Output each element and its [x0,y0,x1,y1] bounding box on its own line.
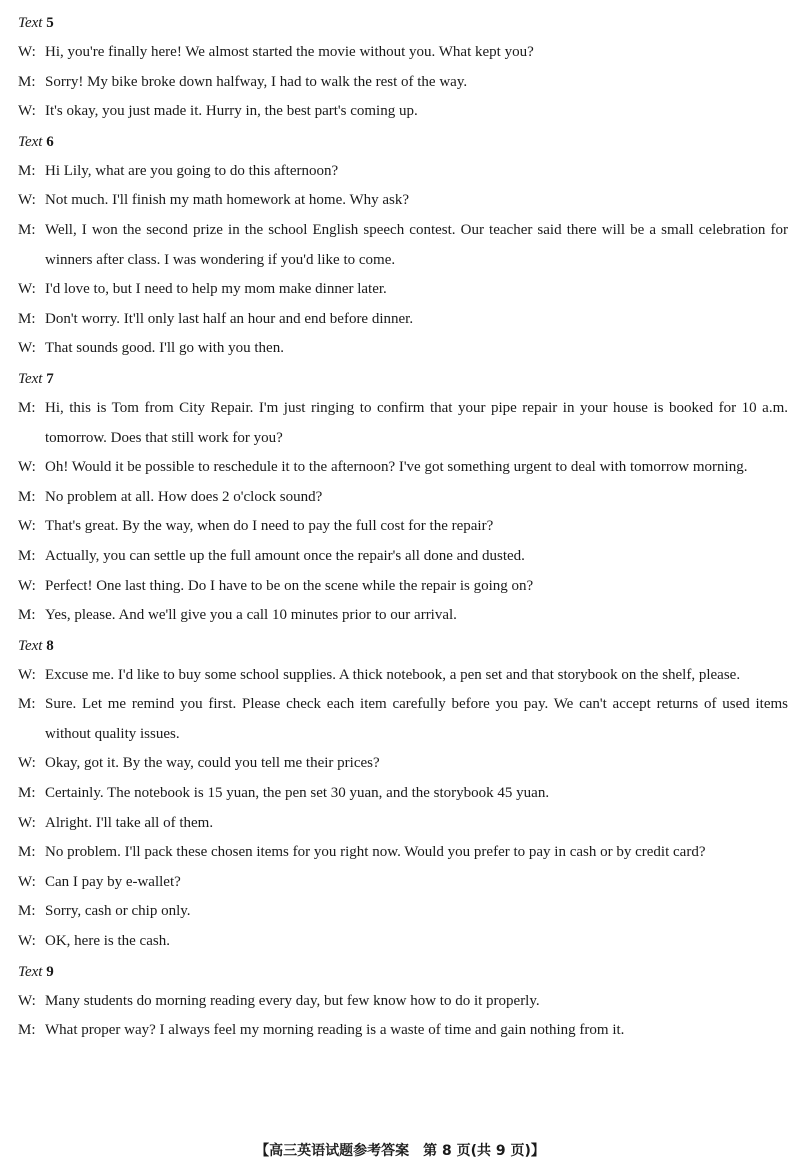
section-heading-number: 6 [46,133,54,150]
speaker-label: W: [18,755,36,772]
section-heading-label: Text [18,370,43,387]
speaker-label: W: [18,666,36,683]
speaker-label: M: [18,73,36,90]
dialogue-text: Don't worry. It'll only last half an hour and end before dinner. [45,310,414,327]
dialogue-line [18,1016,788,1046]
speaker-label: M: [18,310,36,327]
dialogue-line [18,394,788,453]
dialogue-text: Oh! Would it be possible to reschedule it to the afternoon? I've got something urgent to deal with tomorrow morning. [45,459,748,476]
section-heading-label: Text [18,133,43,150]
speaker-label: W: [18,44,36,60]
dialogue-text: Many students do morning reading every day, but few know how to do it properly. [45,992,540,1009]
speaker-label: M: [18,399,36,416]
speaker-label: W: [18,814,36,831]
section-heading [18,8,788,38]
dialogue-line [18,68,788,98]
dialogue-text: That's great. By the way, when do I need to pay the full cost for the repair? [45,518,494,535]
speaker-label: W: [18,873,36,890]
dialogue-line [18,216,788,275]
page-footer: 【高三英语试题参考答案 第 8 页(共 9 页)】 [255,1143,545,1159]
dialogue-text: Certainly. The notebook is 15 yuan, the pen set 30 yuan, and the storybook 45 yuan. [45,785,550,802]
transcript-content [18,8,788,1046]
transcript-section [18,8,788,127]
dialogue-line [18,868,788,898]
speaker-label: M: [18,1022,36,1039]
dialogue-line [18,453,788,483]
dialogue-text: Actually, you can settle up the full amount once the repair's all done and dusted. [45,547,525,564]
dialogue-line [18,927,788,957]
dialogue-text: That sounds good. I'll go with you then. [45,340,284,357]
speaker-label: W: [18,577,36,594]
section-heading [18,127,788,157]
speaker-label: W: [18,459,36,476]
dialogue-text: What proper way? I always feel my morning reading is a waste of time and gain nothing from it. [45,1022,625,1039]
dialogue-line [18,572,788,602]
section-heading [18,631,788,661]
speaker-label: W: [18,992,36,1009]
dialogue-text: Sorry! My bike broke down halfway, I had to walk the rest of the way. [45,73,468,90]
dialogue-text: No problem at all. How does 2 o'clock sound? [45,488,323,505]
dialogue-line [18,38,788,68]
dialogue-line [18,305,788,335]
speaker-label: M: [18,221,36,238]
dialogue-line [18,809,788,839]
speaker-label: M: [18,607,36,624]
speaker-label: M: [18,903,36,920]
dialogue-text: No problem. I'll pack these chosen items for you right now. Would you prefer to pay in cash or by credit card? [45,844,706,861]
dialogue-line [18,186,788,216]
dialogue-text: Hi, this is Tom from City Repair. I'm just ringing to confirm that your pipe repair in your house is booked for 10 a.m. tomorrow. Does that still work for you? [45,399,788,446]
speaker-label: M: [18,785,36,802]
speaker-label: W: [18,103,36,120]
dialogue-line [18,838,788,868]
section-heading-number: 7 [46,370,54,387]
section-heading-label: Text [18,637,43,654]
dialogue-text: Sure. Let me remind you first. Please check each item carefully before you pay. We can't accept returns of used items without quality issues. [45,696,788,742]
transcript-section [18,631,788,957]
speaker-label: M: [18,547,36,564]
dialogue-line [18,897,788,927]
dialogue-text: OK, here is the cash. [45,933,170,950]
dialogue-line [18,661,788,691]
section-heading [18,957,788,987]
dialogue-text: Not much. I'll finish my math homework at home. Why ask? [45,192,410,209]
dialogue-line [18,157,788,187]
speaker-label: M: [18,488,36,505]
dialogue-line [18,987,788,1017]
dialogue-line [18,749,788,779]
speaker-label: W: [18,340,36,357]
section-heading-number: 8 [46,637,54,654]
dialogue-text: Alright. I'll take all of them. [45,814,214,831]
section-heading-number: 5 [46,15,54,31]
speaker-label: M: [18,844,36,861]
dialogue-text: Okay, got it. By the way, could you tell me their prices? [45,755,380,772]
dialogue-text: I'd love to, but I need to help my mom make dinner later. [45,281,387,298]
dialogue-text: Yes, please. And we'll give you a call 10 minutes prior to our arrival. [45,607,457,624]
dialogue-line [18,542,788,572]
speaker-label: W: [18,933,36,950]
dialogue-text: Well, I won the second prize in the school English speech contest. Our teacher said there will be a small celebration for winners after class. I was wondering if you'd like to come. [45,221,788,268]
speaker-label: W: [18,192,36,209]
transcript-section [18,127,788,364]
dialogue-text: Perfect! One last thing. Do I have to be on the scene while the repair is going on? [45,577,534,594]
dialogue-text: It's okay, you just made it. Hurry in, the best part's coming up. [45,103,418,120]
speaker-label: M: [18,162,36,179]
dialogue-line [18,275,788,305]
dialogue-text: Sorry, cash or chip only. [45,903,191,920]
transcript-section [18,364,788,631]
dialogue-line [18,483,788,513]
section-heading [18,364,788,394]
speaker-label: M: [18,696,36,713]
section-heading-number: 9 [46,963,54,980]
dialogue-line [18,97,788,127]
section-heading-label: Text [18,15,43,31]
dialogue-line [18,334,788,364]
transcript-section [18,957,788,1046]
dialogue-text: Hi Lily, what are you going to do this afternoon? [45,162,339,179]
dialogue-text: Hi, you're finally here! We almost started the movie without you. What kept you? [45,44,534,60]
speaker-label: W: [18,281,36,298]
dialogue-line [18,779,788,809]
dialogue-text: Can I pay by e-wallet? [45,873,181,890]
dialogue-text: Excuse me. I'd like to buy some school supplies. A thick notebook, a pen set and that storybook on the shelf, please. [45,666,741,683]
dialogue-line [18,690,788,749]
dialogue-line [18,601,788,631]
dialogue-line [18,512,788,542]
section-heading-label: Text [18,963,43,980]
speaker-label: W: [18,518,36,535]
